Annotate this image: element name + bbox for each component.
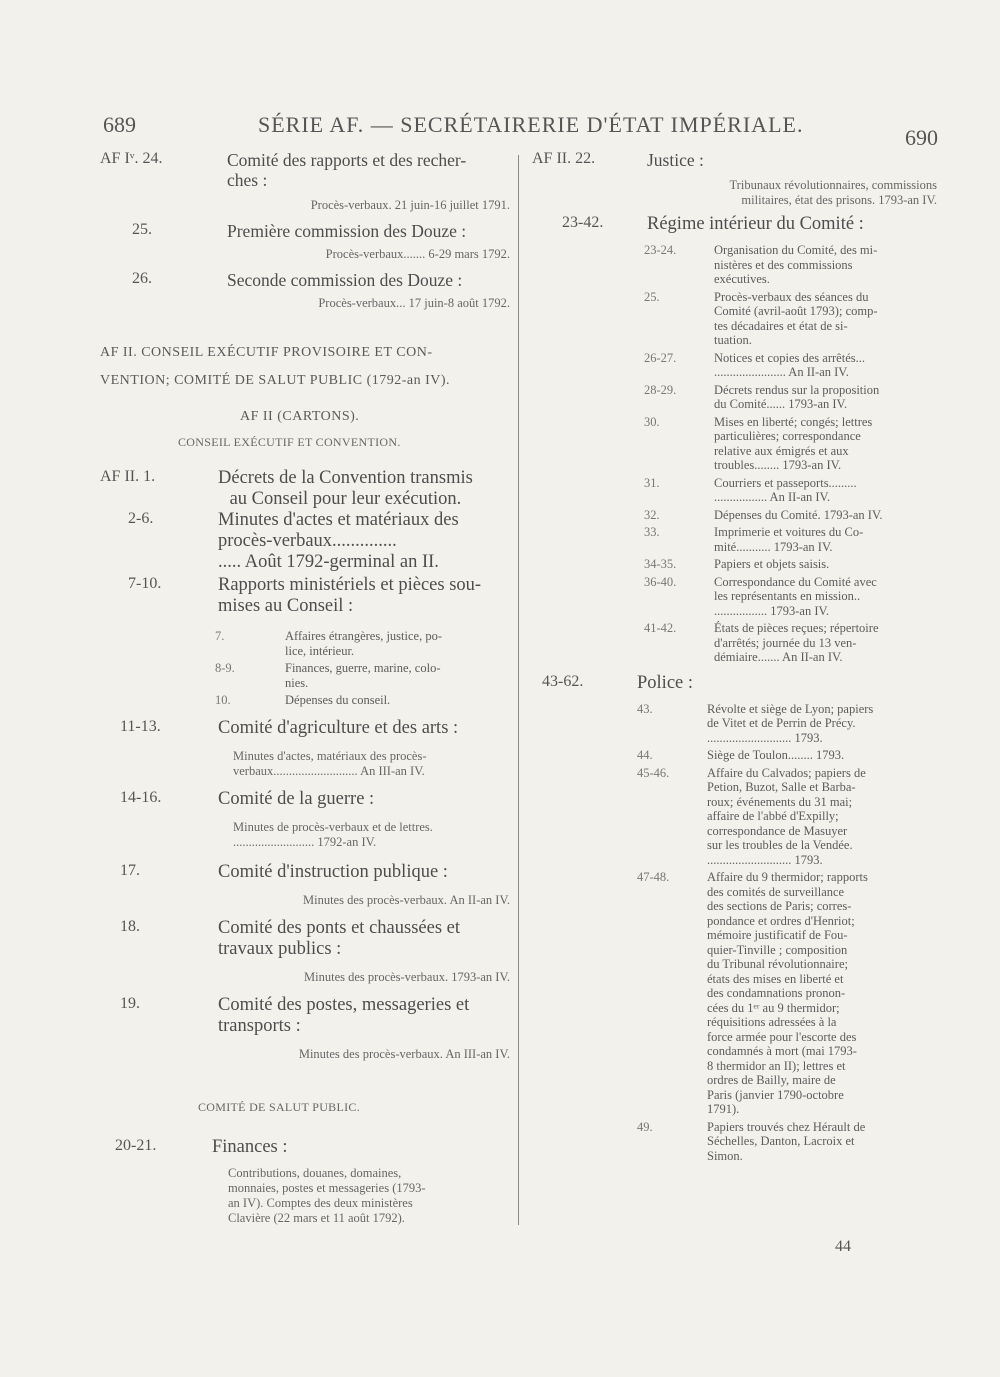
entry-description: Procès-verbaux. 21 juin-16 juillet 1791.	[310, 198, 510, 212]
entry-title: Rapports ministériels et pièces sou- mises au Conseil :	[218, 575, 482, 616]
entry-title: Police :	[637, 672, 694, 693]
entry	[100, 862, 510, 883]
item-text: États de pièces reçues; répertoire d'arrêtés; journée du 13 ven- démiaire....... An II-an IV.	[714, 621, 879, 664]
sub-item-list	[532, 243, 937, 665]
entry	[100, 1137, 510, 1158]
entry-code: AF II. 1.	[100, 468, 156, 485]
entry-description: Tribunaux révolutionnaires, commissions militaires, état des prisons. 1793-an IV.	[729, 178, 937, 207]
entry-title: Justice :	[647, 150, 704, 170]
item-text: Affaire du Calvados; papiers de Petion, Buzot, Salle et Barba- roux; événements du 31 mai; affaire de l'abbé d'Expilly; correspondance de Masuyer sur les troubles de la Vendée. ........................... 1793.	[707, 765, 866, 867]
item-number: 34-35.	[644, 557, 677, 571]
item-text: Correspondance du Comité avec les représentants en mission.. ................. 1793-an IV.	[714, 574, 877, 618]
item-number: 10.	[215, 693, 231, 707]
entry	[100, 575, 510, 617]
item-number: 41-42.	[644, 621, 677, 635]
running-title: SÉRIE AF. — SECRÉTAIRERIE D'ÉTAT IMPÉRIALE.	[258, 112, 804, 137]
entry-code: AF Iᵛ. 24.	[100, 150, 163, 167]
entry	[532, 150, 937, 170]
left-page-number: 689	[103, 112, 136, 137]
entry	[100, 221, 510, 241]
item-text: Finances, guerre, marine, colo- nies.	[285, 661, 441, 690]
item-number: 33.	[644, 525, 660, 539]
entry-title: Comité d'instruction publique :	[218, 861, 448, 882]
item-text: Affaires étrangères, justice, po- lice, intérieur.	[285, 629, 442, 658]
entry-code: 17.	[120, 861, 140, 879]
item-text: Papiers et objets saisis.	[714, 557, 830, 571]
entry-code: 18.	[120, 917, 140, 935]
entry-title: Minutes d'actes et matériaux des procès-verbaux.............. ..... Août 1792-germinal an II.	[218, 510, 459, 572]
list-item	[215, 661, 510, 690]
entry	[100, 918, 510, 960]
item-text: Imprimerie et voitures du Co- mité........... 1793-an IV.	[714, 525, 864, 554]
item-text: Procès-verbaux des séances du Comité (avril-août 1793); comp- tes décadaires et état de si- tuation.	[714, 289, 878, 347]
entry	[100, 270, 510, 290]
item-number: 31.	[644, 475, 660, 490]
entry-code: 23-42.	[562, 214, 604, 231]
entry-title: Régime intérieur du Comité :	[647, 214, 864, 234]
entry	[100, 789, 510, 810]
entry-title: Décrets de la Convention transmis au Conseil pour leur exécution.	[218, 468, 473, 509]
entry-title: Comité des rapports et des recher- ches :	[227, 150, 467, 190]
entry	[100, 510, 510, 573]
item-number: 44.	[637, 748, 653, 762]
entry-description: Procès-verbaux... 17 juin-8 août 1792.	[318, 296, 510, 310]
entry-code: 20-21.	[115, 1136, 157, 1154]
list-item	[637, 748, 937, 763]
item-number: 49.	[637, 1119, 653, 1134]
item-text: Mises en liberté; congés; lettres particulières; correspondance relative aux émigrés et aux troubles........ 1793-an IV.	[714, 414, 873, 472]
entry-code: 14-16.	[120, 788, 162, 806]
list-item	[644, 290, 937, 348]
item-text: Affaire du 9 thermidor; rapports des comités de surveillance des sections de Paris; corres- pondance et ordres d'Henriot; mémoire justificatif de Fou- quier-Tinville ; composition du Tribunal révolutionnaire; états des mises en liberté et des condamnations pronon- cées du 1ᵉʳ au 9 thermidor; réquisitions adressées à la force armée pour l'escorte des condamnés à mort (mai 1793- 8 thermidor an II); lettres et ordres de Bailly, maire de Paris (janvier 1790-octobre 1791).	[707, 870, 868, 1116]
list-item	[644, 621, 937, 665]
item-number: 36-40.	[644, 574, 677, 589]
item-text: Dépenses du conseil.	[285, 693, 391, 707]
entry	[100, 150, 510, 190]
item-text: Révolte et siège de Lyon; papiers de Vitet et de Perrin de Précy. ........................... 1793.	[707, 701, 874, 745]
item-number: 47-48.	[637, 870, 670, 884]
entry	[532, 673, 937, 694]
list-item	[644, 351, 937, 380]
list-item	[637, 870, 937, 1117]
left-column	[100, 150, 510, 1226]
item-number: 26-27.	[644, 350, 677, 365]
entry-title: Comité des ponts et chaussées et travaux publics :	[218, 917, 460, 959]
cartons-heading: AF II (CARTONS).	[240, 409, 360, 424]
list-item	[644, 415, 937, 473]
entry-code: 2-6.	[128, 510, 154, 527]
item-number: 30.	[644, 414, 660, 429]
item-text: Siège de Toulon........ 1793.	[707, 748, 845, 762]
entry-title: Finances :	[212, 1136, 288, 1157]
item-number: 28-29.	[644, 382, 677, 397]
item-number: 23-24.	[644, 243, 677, 257]
item-number: 32.	[644, 507, 660, 522]
entry-description: Procès-verbaux....... 6-29 mars 1792.	[325, 247, 510, 261]
item-number: 43.	[637, 701, 653, 716]
entry-description: Minutes de procès-verbaux et de lettres. .......................... 1792-an IV.	[233, 819, 433, 849]
item-text: Organisation du Comité, des mi- nistères et des commissions exécutives.	[714, 243, 878, 286]
entry-title: Comité des postes, messageries et transports :	[218, 994, 470, 1036]
item-text: Courriers et passeports......... ................. An II-an IV.	[714, 475, 857, 504]
list-item	[644, 383, 937, 412]
right-page-number: 690	[905, 125, 938, 150]
list-item	[644, 525, 937, 554]
entry-title: Comité de la guerre :	[218, 788, 375, 809]
entry-code: 19.	[120, 994, 140, 1012]
entry	[100, 468, 510, 510]
entry-description: Minutes des procès-verbaux. 1793-an IV.	[304, 969, 510, 984]
column-divider	[518, 155, 519, 1225]
item-text: Notices et copies des arrêtés... ....................... An II-an IV.	[714, 350, 865, 379]
entry-description: Minutes d'actes, matériaux des procès- verbaux........................... An III-an IV.	[233, 748, 427, 778]
entry-code: 7-10.	[128, 575, 162, 592]
item-text: Décrets rendus sur la proposition du Comité...... 1793-an IV.	[714, 382, 880, 411]
item-text: Dépenses du Comité. 1793-an IV.	[714, 507, 883, 522]
entry-description: Minutes des procès-verbaux. An III-an IV.	[298, 1046, 510, 1061]
item-number: 25.	[644, 289, 660, 304]
entry	[100, 995, 510, 1037]
entry-code: 25.	[132, 221, 152, 238]
list-item	[644, 476, 937, 505]
sub-item-list	[100, 629, 510, 708]
entry-code: AF II. 22.	[532, 150, 596, 167]
list-item	[215, 693, 510, 708]
list-item	[637, 702, 937, 746]
entry-title: Comité d'agriculture et des arts :	[218, 717, 459, 738]
signature-number: 44	[835, 1238, 851, 1255]
entry-code: 43-62.	[542, 672, 584, 690]
entry-description: Contributions, douanes, domaines, monnaies, postes et messageries (1793- an IV). Comptes des deux ministères Clavière (22 mars et 11 août 1792).	[228, 1165, 426, 1225]
list-item	[637, 766, 937, 868]
item-number: 7.	[215, 629, 225, 643]
entry	[100, 718, 510, 739]
list-item	[644, 557, 937, 572]
sub-item-list	[532, 702, 937, 1164]
item-number: 45-46.	[637, 765, 670, 780]
section-heading: AF II. CONSEIL EXÉCUTIF PROVISOIRE ET CON- VENTION; COMITÉ DE SALUT PUBLIC (1792-an IV).	[100, 345, 451, 388]
entry-title: Première commission des Douze :	[227, 221, 467, 241]
list-item	[644, 243, 937, 287]
subsection-heading: COMITÉ DE SALUT PUBLIC.	[198, 1099, 361, 1114]
subsection-heading: CONSEIL EXÉCUTIF ET CONVENTION.	[178, 435, 401, 449]
entry-title: Seconde commission des Douze :	[227, 270, 463, 290]
list-item	[637, 1120, 937, 1164]
entry	[532, 214, 937, 235]
list-item	[644, 508, 937, 523]
list-item	[215, 629, 510, 658]
item-number: 8-9.	[215, 661, 235, 675]
right-column	[532, 150, 937, 1166]
item-text: Papiers trouvés chez Hérault de Séchelles, Danton, Lacroix et Simon.	[707, 1119, 866, 1163]
entry-description: Minutes des procès-verbaux. An II-an IV.	[302, 892, 510, 907]
entry-code: 26.	[132, 270, 152, 287]
entry-code: 11-13.	[120, 717, 161, 735]
list-item	[644, 575, 937, 619]
